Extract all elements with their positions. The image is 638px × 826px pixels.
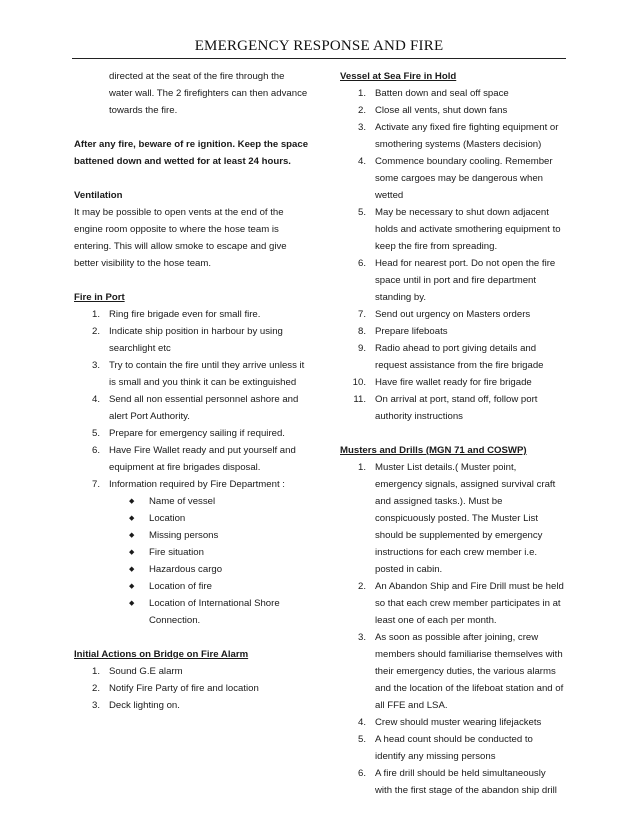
bullet-item <box>74 493 310 510</box>
list-item <box>340 578 564 629</box>
list-item <box>74 680 310 697</box>
item-text: Have Fire Wallet ready and put yourself and equipment at fire brigades disposal. <box>109 445 296 473</box>
list-item <box>340 255 564 306</box>
list-item <box>74 357 310 391</box>
vessel-at-sea-heading: Vessel at Sea Fire in Hold <box>340 71 457 82</box>
item-number: 7. <box>357 309 366 320</box>
item-number: 2. <box>357 581 366 592</box>
item-text: Crew should muster wearing lifejackets <box>375 717 542 728</box>
list-item <box>340 323 564 340</box>
item-number: 4. <box>357 156 366 167</box>
diamond-bullet-icon: ◆ <box>129 600 135 607</box>
item-number: 3. <box>357 632 366 643</box>
initial-actions-list <box>74 663 310 714</box>
list-item <box>340 153 564 204</box>
ventilation-text: It may be possible to open vents at the end of the engine room opposite to where the hose team is entering. This will allow smoke to escape and give better visibility to the hose team. <box>74 207 287 269</box>
bullet-text: Location of International Shore Connection. <box>149 598 280 626</box>
item-number: 2. <box>91 683 100 694</box>
list-item <box>74 476 310 493</box>
list-item <box>340 765 564 799</box>
item-text: May be necessary to shut down adjacent holds and activate smothering equipment to keep the fire from spreading. <box>375 207 561 252</box>
bullet-text: Fire situation <box>149 547 204 558</box>
list-item <box>340 306 564 323</box>
item-text: Ring fire brigade even for small fire. <box>109 309 261 320</box>
item-number: 4. <box>91 394 100 405</box>
bullet-item <box>74 527 310 544</box>
right-column <box>340 68 564 799</box>
bullet-item <box>74 561 310 578</box>
item-number: 10. <box>352 377 366 388</box>
item-number: 11. <box>353 394 366 405</box>
list-item <box>74 306 310 323</box>
item-text: Have fire wallet ready for fire brigade <box>375 377 532 388</box>
bullet-text: Name of vessel <box>149 496 216 507</box>
bullet-text: Missing persons <box>149 530 219 541</box>
diamond-bullet-icon: ◆ <box>129 515 135 522</box>
left-column <box>74 68 310 714</box>
item-text: Prepare for emergency sailing if required. <box>109 428 285 439</box>
item-number: 9. <box>357 343 366 354</box>
reignition-warning: After any fire, beware of re ignition. Keep the space battened down and wetted for at least 24 hours. <box>74 139 309 167</box>
bullet-item <box>74 544 310 561</box>
item-number: 5. <box>357 207 366 218</box>
item-number: 7. <box>91 479 100 490</box>
item-text: An Abandon Ship and Fire Drill must be held so that each crew member participates in at least one of each per month. <box>375 581 564 626</box>
item-text: Activate any fixed fire fighting equipment or smothering systems (Masters decision) <box>375 122 559 150</box>
list-item <box>340 459 564 578</box>
list-item <box>74 697 310 714</box>
list-item <box>340 102 564 119</box>
bullet-text: Location of fire <box>149 581 212 592</box>
item-text: Try to contain the fire until they arrive unless it is small and you think it can be extinguished <box>109 360 305 388</box>
item-number: 6. <box>357 258 366 269</box>
bullet-text: Location <box>149 513 186 524</box>
item-number: 1. <box>91 309 100 320</box>
musters-heading: Musters and Drills (MGN 71 and COSWP) <box>340 445 527 456</box>
item-number: 2. <box>357 105 366 116</box>
item-text: A fire drill should be held simultaneously with the first stage of the abandon ship drill <box>375 768 557 796</box>
bullet-item <box>74 595 310 629</box>
item-number: 1. <box>91 666 100 677</box>
item-text: Send all non essential personnel ashore and alert Port Authority. <box>109 394 299 422</box>
fire-in-port-heading: Fire in Port <box>74 292 125 303</box>
list-item <box>340 340 564 374</box>
list-item <box>74 391 310 425</box>
ventilation-heading: Ventilation <box>74 190 123 201</box>
initial-actions-heading: Initial Actions on Bridge on Fire Alarm <box>74 649 249 660</box>
diamond-bullet-icon: ◆ <box>129 532 135 539</box>
list-item <box>340 391 564 425</box>
item-text: Close all vents, shut down fans <box>375 105 508 116</box>
item-text: Indicate ship position in harbour by using searchlight etc <box>109 326 283 354</box>
item-number: 4. <box>357 717 366 728</box>
diamond-bullet-icon: ◆ <box>129 549 135 556</box>
item-number: 3. <box>91 700 100 711</box>
list-item <box>340 119 564 153</box>
item-number: 2. <box>91 326 100 337</box>
bullet-item <box>74 578 310 595</box>
list-item <box>340 374 564 391</box>
list-item <box>340 204 564 255</box>
item-number: 3. <box>357 122 366 133</box>
list-item <box>74 442 310 476</box>
bullet-text: Hazardous cargo <box>149 564 223 575</box>
list-item <box>74 663 310 680</box>
item-number: 1. <box>357 88 366 99</box>
page-header: EMERGENCY RESPONSE AND FIRE <box>194 38 444 54</box>
fire-department-info-list <box>74 493 310 629</box>
item-text: Batten down and seal off space <box>375 88 509 99</box>
item-number: 1. <box>357 462 366 473</box>
musters-list <box>340 459 564 799</box>
list-item <box>340 629 564 714</box>
item-text: Notify Fire Party of fire and location <box>109 683 259 694</box>
item-number: 8. <box>357 326 366 337</box>
diamond-bullet-icon: ◆ <box>129 498 135 505</box>
item-number: 5. <box>357 734 366 745</box>
vessel-at-sea-list <box>340 85 564 425</box>
bullet-item <box>74 510 310 527</box>
fire-in-port-list <box>74 306 310 493</box>
item-text: Muster List details.( Muster point, emergency signals, assigned survival craft and assigned tasks.). Must be conspicuously posted. The Muster List should be supplemented by emergency instructions for each crew member i.e. posted in cabin. <box>375 462 556 575</box>
item-text: Head for nearest port. Do not open the fire space until in port and fire department standing by. <box>375 258 556 303</box>
list-item <box>340 714 564 731</box>
continued-paragraph: directed at the seat of the fire through the water wall. The 2 firefighters can then advance towards the fire. <box>109 71 308 116</box>
item-text: Information required by Fire Department : <box>109 479 285 490</box>
diamond-bullet-icon: ◆ <box>129 583 135 590</box>
item-text: Radio ahead to port giving details and request assistance from the fire brigade <box>375 343 544 371</box>
item-text: A head count should be conducted to identify any missing persons <box>375 734 533 762</box>
list-item <box>340 731 564 765</box>
item-number: 3. <box>91 360 100 371</box>
item-text: On arrival at port, stand off, follow port authority instructions <box>375 394 538 422</box>
item-text: Send out urgency on Masters orders <box>375 309 531 320</box>
item-text: Deck lighting on. <box>109 700 180 711</box>
list-item <box>74 323 310 357</box>
list-item <box>340 85 564 102</box>
item-text: Prepare lifeboats <box>375 326 448 337</box>
item-text: Sound G.E alarm <box>109 666 183 677</box>
list-item <box>74 425 310 442</box>
item-number: 6. <box>357 768 366 779</box>
item-number: 6. <box>91 445 100 456</box>
item-text: As soon as possible after joining, crew members should familiarise themselves with their emergency duties, the various alarms and the location of the lifeboat station and of all FFE and LSA. <box>375 632 564 711</box>
header-rule <box>72 58 566 59</box>
item-number: 5. <box>91 428 100 439</box>
diamond-bullet-icon: ◆ <box>129 566 135 573</box>
item-text: Commence boundary cooling. Remember some cargoes may be dangerous when wetted <box>375 156 553 201</box>
